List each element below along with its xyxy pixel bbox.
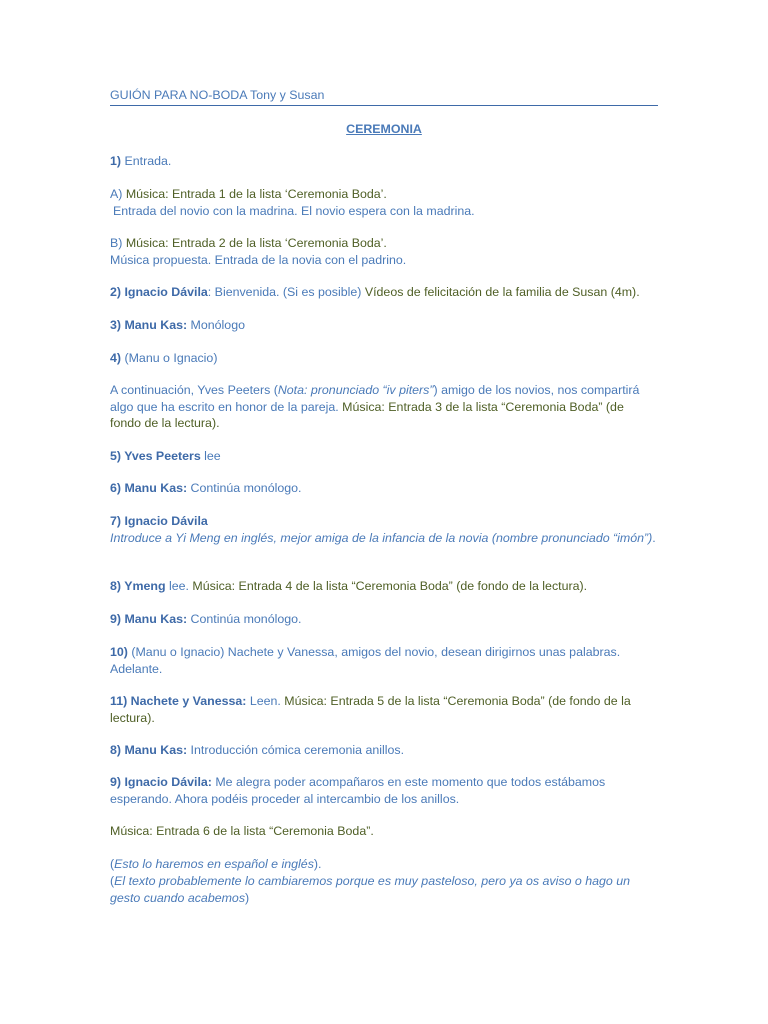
item-text: Introducción cómica ceremonia anillos. <box>187 743 405 757</box>
music-cue: Música: Entrada 6 de la lista “Ceremonia Boda”. <box>110 824 374 838</box>
item-10 <box>110 644 658 677</box>
paren-close: ) <box>245 890 250 905</box>
item-5 <box>110 448 658 465</box>
item-number: 9) Ignacio Dávila: <box>110 775 212 789</box>
italic-note: Introduce a Yi Meng en inglés, mejor amiga de la infancia de la novia (nombre pronunciado “imón”) <box>110 530 653 545</box>
item-number: 2) Ignacio Dávila <box>110 285 208 299</box>
item-text: Me alegra poder acompañaros en este momento que todos estábamos esperando. Ahora podéis proceder al intercambio de los anillos. <box>110 775 606 806</box>
item-12 <box>110 742 658 759</box>
note-1 <box>110 856 658 873</box>
item-text: . <box>652 530 656 545</box>
item-13 <box>110 774 658 807</box>
item-number: 4) <box>110 351 122 365</box>
item-text: Continúa monólogo. <box>187 481 302 495</box>
music-cue: Música: Entrada 2 de la lista ‘Ceremonia Boda’. <box>122 236 387 250</box>
item-9 <box>110 611 658 628</box>
section-title: CEREMONIA <box>346 122 422 136</box>
item-letter: B) <box>110 236 123 250</box>
item-a <box>110 186 658 219</box>
item-number: 6) Manu Kas: <box>110 481 188 495</box>
item-text: Monólogo <box>187 318 245 332</box>
item-text: lee. <box>165 579 193 593</box>
item-number: 8) Manu Kas: <box>110 743 188 757</box>
item-text: Leen. <box>246 694 285 708</box>
item-text: A continuación, Yves Peeters ( <box>110 383 278 397</box>
item-6 <box>110 480 658 497</box>
item-text: Música propuesta. Entrada de la novia con el padrino. <box>110 252 407 267</box>
item-text: ) amigo de los novios, nos compartirá algo que ha escrito en honor de la pareja. <box>110 383 640 414</box>
item-b <box>110 235 658 268</box>
music-cue: Música: Entrada 1 de la lista ‘Ceremonia Boda’. <box>122 187 387 201</box>
paren-open: ( <box>110 874 115 888</box>
paren-close: ). <box>313 857 322 871</box>
item-8 <box>110 578 658 595</box>
item-14 <box>110 823 658 840</box>
item-text: Continúa monólogo. <box>187 612 302 626</box>
item-text: (Manu o Ignacio) Nachete y Vanessa, amigos del novio, desean dirigirnos unas palabras. Adelante. <box>110 645 621 676</box>
item-text: : Bienvenida. (Si es posible) <box>207 285 365 299</box>
item-7 <box>110 513 658 546</box>
document-header: GUIÓN PARA NO-BODA Tony y Susan <box>110 87 658 106</box>
item-4 <box>110 350 658 367</box>
item-number: 11) Nachete y Vanessa: <box>110 694 247 708</box>
item-number: 1) <box>110 154 122 168</box>
italic-note: Nota: pronunciado “iv piters” <box>277 383 434 397</box>
item-4-intro <box>110 382 658 432</box>
music-cue: Música: Entrada 4 de la lista “Ceremonia Boda” (de fondo de la lectura). <box>192 579 588 593</box>
music-cue: Vídeos de felicitación de la familia de Susan (4m). <box>364 285 640 299</box>
item-text: Entrada. <box>121 154 172 168</box>
item-letter: A) <box>110 187 123 201</box>
item-2 <box>110 284 658 301</box>
music-cue: Música: Entrada 3 de la lista “Ceremonia Boda” (de fondo de la lectura). <box>110 399 624 430</box>
item-text: lee <box>200 449 221 463</box>
note-2 <box>110 873 658 906</box>
paren-open: ( <box>110 857 115 871</box>
italic-note: Esto lo haremos en español e inglés <box>114 857 314 871</box>
music-cue: Música: Entrada 5 de la lista “Ceremonia Boda” (de fondo de la lectura). <box>110 694 631 725</box>
item-1 <box>110 153 658 170</box>
italic-note: El texto probablemente lo cambiaremos porque es muy pasteloso, pero ya os aviso o hago un gesto cuando acabemos <box>110 874 631 905</box>
item-text: (Manu o Ignacio) <box>121 351 218 365</box>
item-text: Entrada del novio con la madrina. El novio espera con la madrina. <box>113 203 475 218</box>
item-number: 10) <box>110 645 128 659</box>
item-3 <box>110 317 658 334</box>
item-number: 8) Ymeng <box>110 579 166 593</box>
item-number: 3) Manu Kas: <box>110 318 188 332</box>
item-number: 9) Manu Kas: <box>110 612 188 626</box>
item-number: 7) Ignacio Dávila <box>110 514 208 528</box>
item-11 <box>110 693 658 726</box>
item-number: 5) Yves Peeters <box>110 449 201 463</box>
